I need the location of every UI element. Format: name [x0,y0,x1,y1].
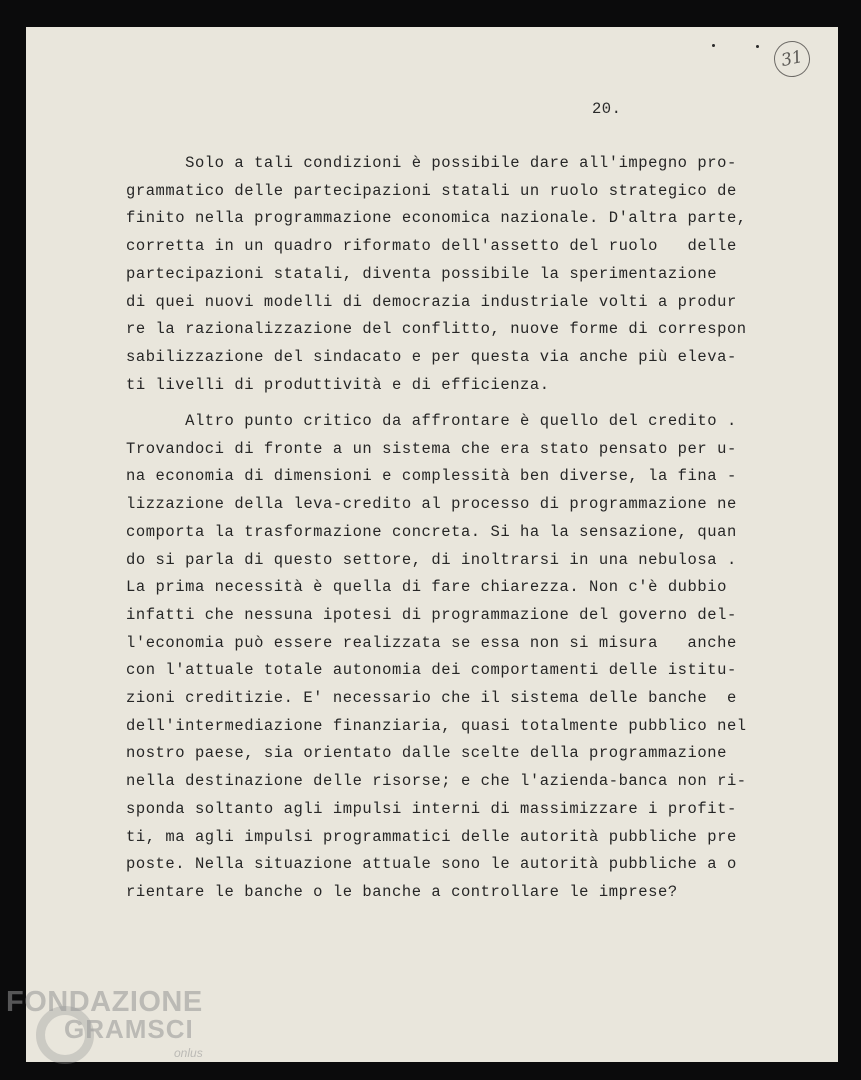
text-line: nostro paese, sia orientato dalle scelte della programmazione [126,744,727,763]
text-line: Solo a tali condizioni è possibile dare all'impegno pro- [126,154,737,172]
text-line: ti, ma agli impulsi programmatici delle autorità pubbliche pre [126,827,737,846]
text-line: dell'intermediazione finanziaria, quasi totalmente pubblico nel [126,716,747,735]
text-line: finito nella programmazione economica nazionale. D'altra parte, [126,209,747,228]
text-line: sponda soltanto agli impulsi interni di massimizzare i profit- [126,799,737,818]
text-line: Altro punto critico da affrontare è quello del credito . [126,412,737,430]
watermark-suffix: onlus [174,1046,203,1060]
text-line: do si parla di questo settore, di inoltrarsi in una nebulosa . [126,550,737,569]
folio-number: 31 [779,46,805,72]
text-line: di quei nuovi modelli di democrazia industriale volti a produr [126,292,737,311]
text-line: con l'attuale totale autonomia dei comportamenti delle istitu- [126,661,737,680]
document-page [26,27,838,1062]
text-line: l'economia può essere realizzata se essa non si misura anche [126,633,737,652]
text-line: infatti che nessuna ipotesi di programmazione del governo del- [126,605,737,624]
text-line: Trovandoci di fronte a un sistema che era stato pensato per u- [126,439,737,458]
text-line: zioni creditizie. E' necessario che il sistema delle banche e [126,689,737,707]
text-line: La prima necessità è quella di fare chiarezza. Non c'è dubbio [126,578,727,597]
ink-speck [712,44,715,47]
text-line: corretta in un quadro riformato dell'assetto del ruolo delle [126,237,737,256]
text-line: comporta la trasformazione concreta. Si ha la sensazione, quan [126,522,737,541]
text-line: ti livelli di produttività e di efficienza. [126,375,550,394]
page-number: 20. [592,100,622,118]
text-line: poste. Nella situazione attuale sono le autorità pubbliche a o [126,855,737,874]
text-line: lizzazione della leva-credito al processo di programmazione ne [126,495,737,514]
text-line: nella destinazione delle risorse; e che l'azienda-banca non ri- [126,772,747,791]
text-line: partecipazioni statali, diventa possibile la sperimentazione [126,264,718,283]
text-line: na economia di dimensioni e complessità ben diverse, la fina - [126,467,737,486]
folio-stamp [771,38,814,81]
text-line: re la razionalizzazione del conflitto, nuove forme di correspon [126,320,747,339]
text-line: sabilizzazione del sindacato e per questa via anche più eleva- [126,347,737,366]
text-line: grammatico delle partecipazioni statali un ruolo strategico de [126,181,737,200]
fondazione-gramsci-watermark [6,986,203,1060]
watermark-line1: FONDAZIONE [6,986,203,1018]
text-line: rientare le banche o le banche a controllare le imprese? [126,882,678,901]
watermark-line2: GRAMSCI [64,1014,194,1044]
ink-speck [756,45,759,48]
